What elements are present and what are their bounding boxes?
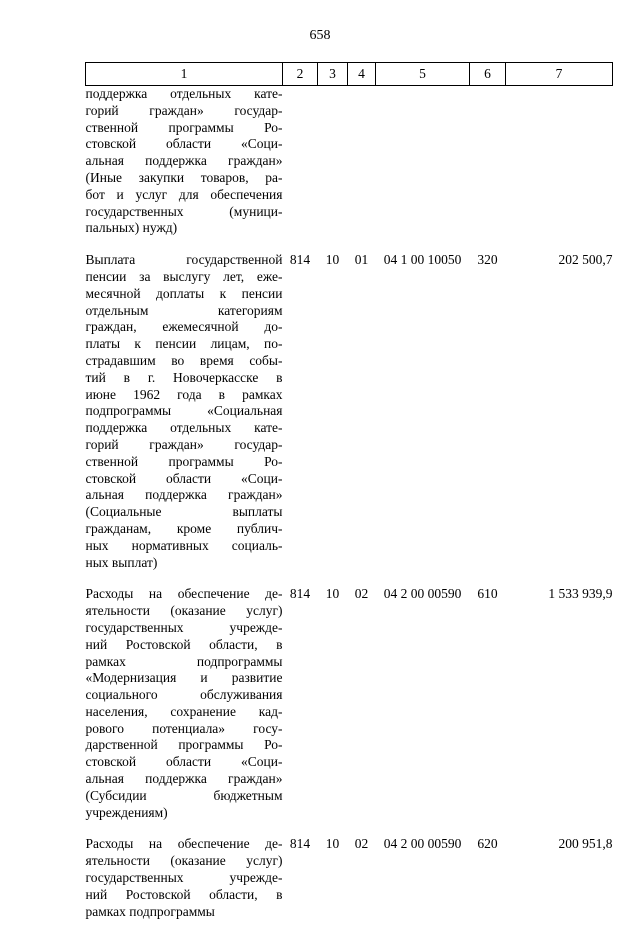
- row-expense-type: 320: [477, 252, 498, 268]
- description-line: стовской области «Соци-: [85, 470, 283, 486]
- budget-table: [85, 62, 613, 935]
- row-section: 10: [325, 586, 340, 602]
- row-target-article: [376, 86, 470, 253]
- col-header-1: 1: [86, 63, 283, 86]
- description-line: государственных учрежде-: [85, 619, 283, 635]
- description-line: стовской области «Соци-: [85, 754, 283, 770]
- description-line: горий граждан» государ-: [85, 436, 283, 452]
- description-line: месячной доплаты к пенсии: [85, 285, 283, 301]
- description-line: тий в г. Новочеркасске в: [85, 369, 283, 385]
- row-expense-type: [470, 86, 506, 253]
- row-ministry-code: 814: [289, 586, 311, 602]
- description-line: ных выплат): [85, 554, 158, 570]
- row-section: [318, 86, 348, 253]
- description-line: ний Ростовской области, в: [85, 886, 283, 902]
- description-line: горий граждан» государ-: [85, 102, 283, 118]
- row-subsection: [348, 86, 376, 253]
- description-line: поддержка отдельных кате-: [85, 420, 283, 436]
- row-amount: [506, 86, 613, 253]
- description-line: альная поддержка граждан»: [85, 153, 283, 169]
- description-line: (Социальные выплаты: [85, 504, 283, 520]
- description-line: альная поддержка граждан»: [85, 487, 283, 503]
- col-header-6: 6: [470, 63, 506, 86]
- row-ministry-code: 814: [289, 836, 311, 852]
- row-amount: 1 533 939,9: [548, 586, 613, 602]
- col-header-3: 3: [318, 63, 348, 86]
- row-subsection: 02: [354, 586, 369, 602]
- row-target-article: 04 2 00 00590: [383, 586, 462, 602]
- row-section: 10: [325, 836, 340, 852]
- description-line: подпрограммы «Социальная: [85, 403, 283, 419]
- description-line: ний Ростовской области, в: [85, 636, 283, 652]
- description-line: ных нормативных социаль-: [85, 537, 283, 553]
- description-line: альная поддержка граждан»: [85, 771, 283, 787]
- row-description: [86, 86, 283, 253]
- description-line: ственной программы Ро-: [85, 453, 283, 469]
- table-row: [86, 86, 613, 253]
- col-header-4: 4: [348, 63, 376, 86]
- row-description: [86, 586, 283, 836]
- description-line: страдавшим во время собы-: [85, 352, 283, 368]
- description-line: граждан, ежемесячной до-: [85, 319, 283, 335]
- row-section: 10: [325, 252, 340, 268]
- row-amount: 202 500,7: [558, 252, 613, 268]
- row-description: [86, 252, 283, 586]
- header-row: [86, 63, 613, 86]
- table-row: [86, 836, 613, 935]
- row-expense-type: 620: [477, 836, 498, 852]
- row-target-article: 04 2 00 00590: [383, 836, 462, 852]
- description-line: ятельности (оказание услуг): [85, 853, 283, 869]
- description-line: государственных (муници-: [85, 203, 283, 219]
- description-line: пальных) нужд): [85, 220, 178, 236]
- description-line: (Иные закупки товаров, ра-: [85, 169, 283, 185]
- table-row: [86, 586, 613, 836]
- description-line: учреждениям): [85, 804, 168, 820]
- description-line: рамках подпрограммы: [85, 653, 283, 669]
- col-header-7: 7: [506, 63, 613, 86]
- description-line: Расходы на обеспечение де-: [85, 836, 283, 852]
- row-ministry-code: [283, 86, 318, 253]
- description-line: Расходы на обеспечение де-: [85, 586, 283, 602]
- row-target-article: 04 1 00 10050: [383, 252, 462, 268]
- description-line: государственных учрежде-: [85, 870, 283, 886]
- description-line: социального обслуживания: [85, 687, 283, 703]
- description-line: рамках подпрограммы: [85, 903, 215, 919]
- description-line: гражданам, кроме публич-: [85, 520, 283, 536]
- row-ministry-code: 814: [289, 252, 311, 268]
- description-line: населения, сохранение кад-: [85, 703, 283, 719]
- col-header-5: 5: [376, 63, 470, 86]
- description-line: Выплата государственной: [85, 252, 283, 268]
- description-line: (Субсидии бюджетным: [85, 787, 283, 803]
- page-number: 658: [309, 28, 331, 43]
- row-amount: 200 951,8: [558, 836, 613, 852]
- description-line: «Модернизация и развитие: [85, 670, 283, 686]
- description-line: бот и услуг для обеспечения: [85, 186, 283, 202]
- description-line: отдельным категориям: [85, 302, 283, 318]
- description-line: июне 1962 года в рамках: [85, 386, 283, 402]
- row-description: [86, 836, 283, 935]
- description-line: ятельности (оказание услуг): [85, 603, 283, 619]
- description-line: ственной программы Ро-: [85, 119, 283, 135]
- description-line: пенсии за выслугу лет, еже-: [85, 268, 283, 284]
- description-line: дарственной программы Ро-: [85, 737, 283, 753]
- table-row: [86, 252, 613, 586]
- description-line: поддержка отдельных кате-: [85, 86, 283, 101]
- description-line: рового потенциала» госу-: [85, 720, 283, 736]
- description-line: стовской области «Соци-: [85, 136, 283, 152]
- row-subsection: 02: [354, 836, 369, 852]
- row-subsection: 01: [354, 252, 369, 268]
- row-expense-type: 610: [477, 586, 498, 602]
- description-line: платы к пенсии лицам, по-: [85, 336, 283, 352]
- col-header-2: 2: [283, 63, 318, 86]
